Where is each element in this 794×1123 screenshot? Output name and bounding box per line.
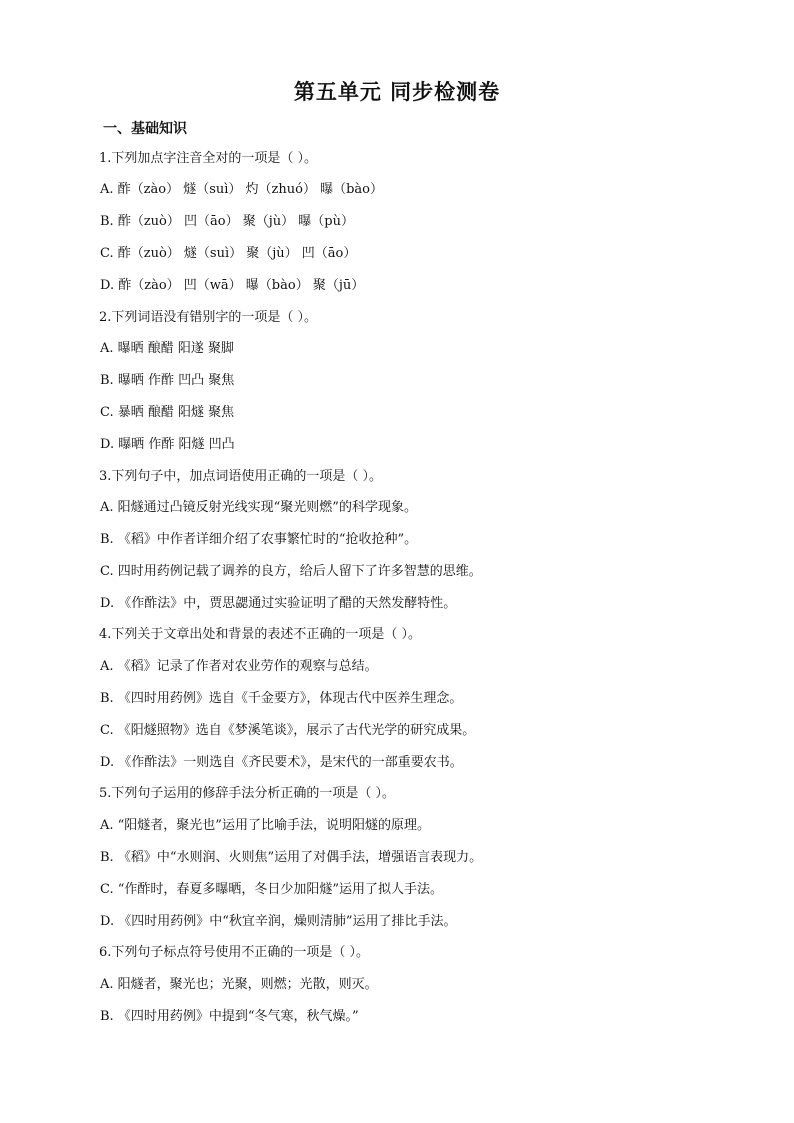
section-heading: 一、基础知识 <box>103 121 187 137</box>
question-2-option-a: A. 曝晒 酿醋 阳遂 聚脚 <box>100 341 235 356</box>
question-5-option-b: B. 《稻》中“水则润、火则焦”运用了对偶手法，增强语言表现力。 <box>100 850 483 865</box>
question-1-option-b: B. 酢（zuò） 凹（āo） 聚（jù） 曝（pù） <box>100 214 354 229</box>
question-5-option-d: D. 《四时用药例》中“秋宜辛润，燥则清肺”运用了排比手法。 <box>100 914 457 929</box>
question-1-option-d: D. 酢（zào） 凹（wā） 曝（bào） 聚（jū） <box>100 278 365 293</box>
question-2-option-c: C. 暴晒 酿醋 阳燧 聚焦 <box>100 405 235 420</box>
question-2-option-d: D. 曝晒 作酢 阳燧 凹凸 <box>100 437 235 452</box>
question-4-option-a: A. 《稻》记录了作者对农业劳作的观察与总结。 <box>100 659 378 674</box>
question-3-option-b: B. 《稻》中作者详细介绍了农事繁忙时的“抢收抢种”。 <box>100 532 418 547</box>
page-title: 第五单元 同步检测卷 <box>293 79 501 104</box>
question-6-stem: 6.下列句子标点符号使用不正确的一项是（ ）。 <box>99 945 370 960</box>
question-2-stem: 2.下列词语没有错别字的一项是（ ）。 <box>99 310 318 325</box>
question-3-option-d: D. 《作酢法》中，贾思勰通过实验证明了醋的天然发酵特性。 <box>100 596 457 611</box>
question-1-stem: 1.下列加点字注音全对的一项是（ ）。 <box>99 151 318 166</box>
question-1-option-a: A. 酢（zào） 燧（suì） 灼（zhuó） 曝（bào） <box>100 182 383 197</box>
question-6-option-a: A. 阳燧者，聚光也；光聚，则燃；光散，则灭。 <box>100 977 378 992</box>
question-4-option-b: B. 《四时用药例》选自《千金要方》，体现古代中医养生理念。 <box>100 691 463 706</box>
question-1-option-c: C. 酢（zuò） 燧（suì） 聚（jù） 凹（āo） <box>100 246 357 261</box>
question-3-stem: 3.下列句子中，加点词语使用正确的一项是（ ）。 <box>99 469 383 484</box>
question-4-option-c: C. 《阳燧照物》选自《梦溪笔谈》，展示了古代光学的研究成果。 <box>100 723 476 738</box>
question-4-option-d: D. 《作酢法》一则选自《齐民要术》，是宋代的一部重要农书。 <box>100 755 463 770</box>
question-5-stem: 5.下列句子运用的修辞手法分析正确的一项是（ ）。 <box>99 786 396 801</box>
question-3-option-c: C. 四时用药例记载了调养的良方，给后人留下了许多智慧的思维。 <box>100 564 482 579</box>
question-5-option-a: A. “阳燧者，聚光也”运用了比喻手法，说明阳燧的原理。 <box>100 818 430 833</box>
question-6-option-b: B. 《四时用药例》中提到“冬气寒，秋气燥。” <box>100 1009 359 1024</box>
question-4-stem: 4.下列关于文章出处和背景的表述不正确的一项是（ ）。 <box>99 627 422 642</box>
question-3-option-a: A. 阳燧通过凸镜反射光线实现“聚光则燃”的科学现象。 <box>100 500 417 515</box>
question-5-option-c: C. “作酢时，春夏多曝晒，冬日少加阳燧”运用了拟人手法。 <box>100 882 444 897</box>
question-2-option-b: B. 曝晒 作酢 凹凸 聚焦 <box>100 373 235 388</box>
